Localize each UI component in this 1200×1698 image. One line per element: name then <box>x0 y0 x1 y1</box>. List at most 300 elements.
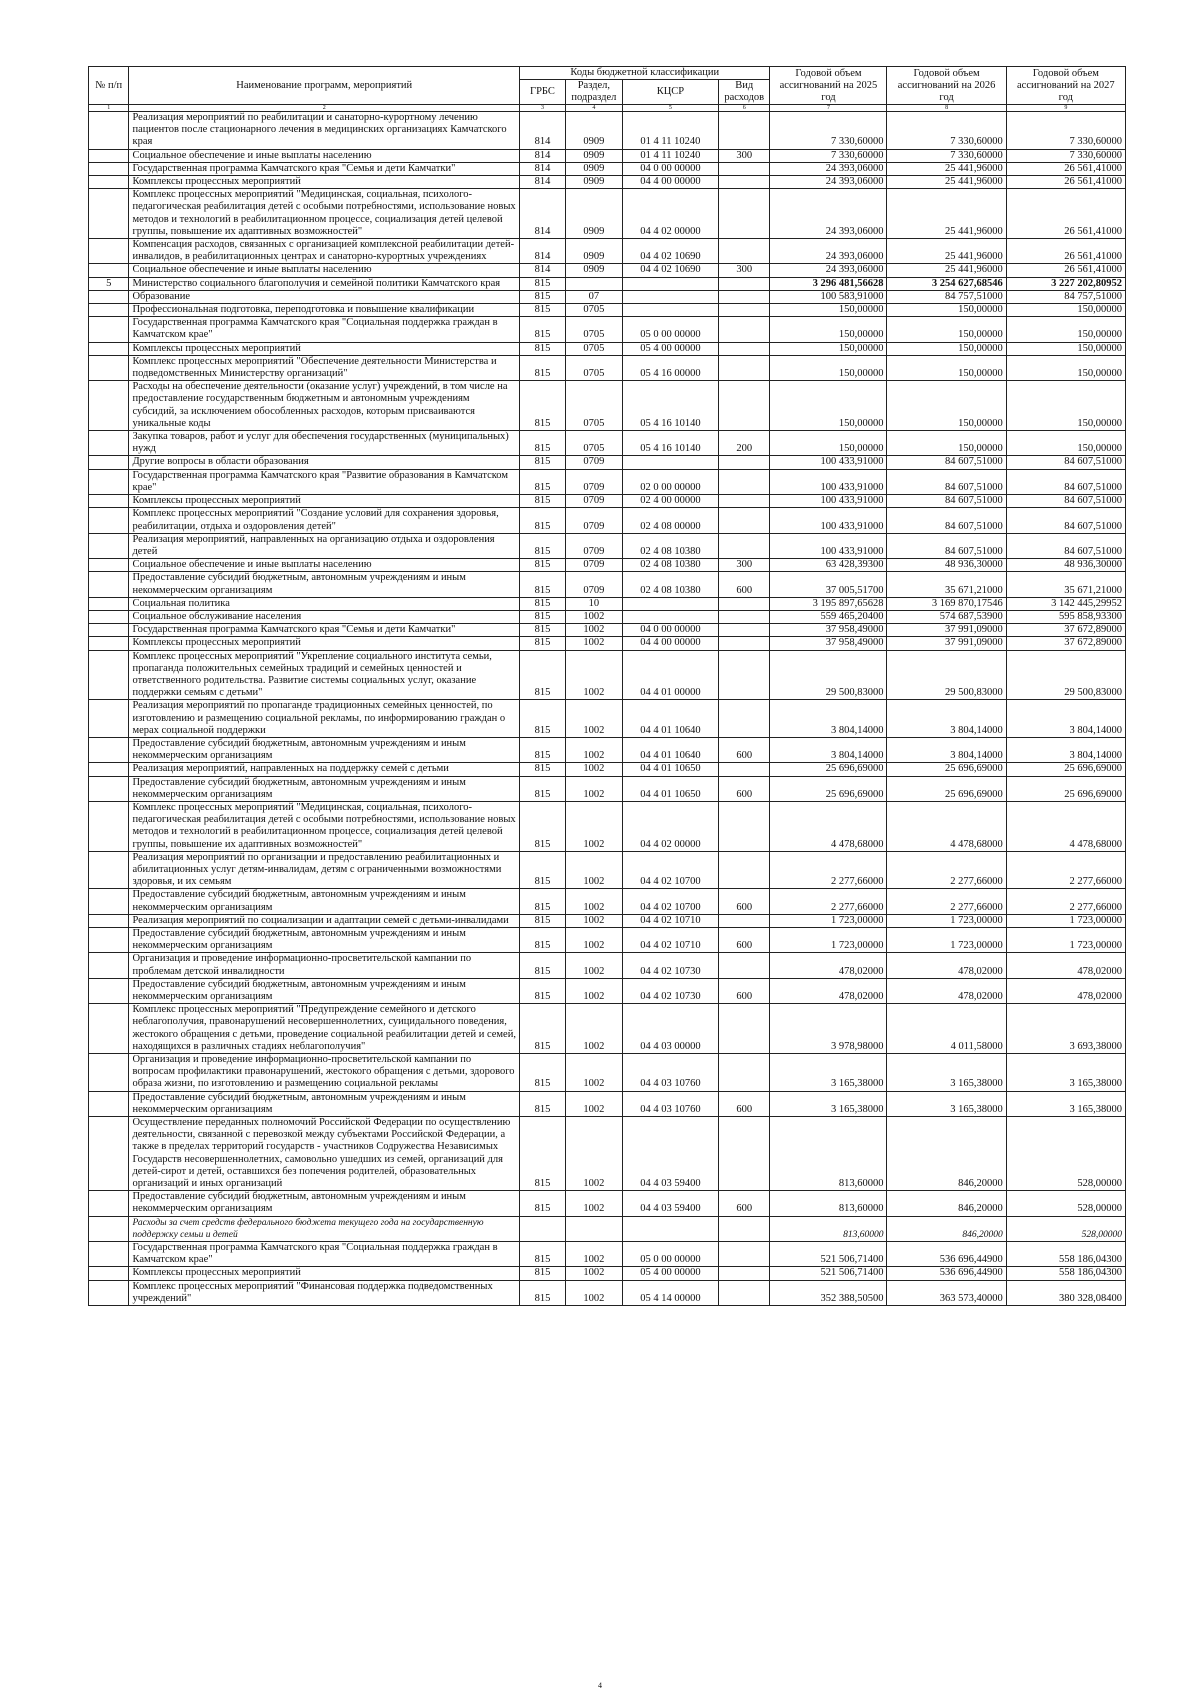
section-cell: 0709 <box>565 469 622 494</box>
header-name: Наименование программ, мероприятий <box>129 67 520 105</box>
program-name-cell: Организация и проведение информационно-просветительской кампании по проблемам детской инвалидности <box>129 953 520 978</box>
row-number-cell <box>89 801 129 851</box>
kcsr-cell: 04 4 01 10650 <box>622 776 718 801</box>
program-name-cell: Государственная программа Камчатского края "Социальная поддержка граждан в Камчатском крае" <box>129 317 520 342</box>
table-row <box>89 700 1126 738</box>
program-name-cell: Государственная программа Камчатского края "Семья и дети Камчатки" <box>129 624 520 637</box>
expense-type-cell <box>719 851 770 889</box>
grbs-cell: 815 <box>519 851 565 889</box>
row-number-cell <box>89 239 129 264</box>
row-number-cell <box>89 737 129 762</box>
column-number: 3 <box>519 105 565 112</box>
grbs-cell: 815 <box>519 700 565 738</box>
column-number: 6 <box>719 105 770 112</box>
volume-2025-cell: 1 723,00000 <box>770 914 887 927</box>
volume-2026-cell: 37 991,09000 <box>887 637 1006 650</box>
program-name-cell: Комплексы процессных мероприятий <box>129 342 520 355</box>
section-cell: 0709 <box>565 456 622 469</box>
program-name-cell: Комплекс процессных мероприятий "Медицинская, социальная, психолого-педагогическая реабилитация детей с особыми потребностями, использование новых методов и технологий в реабилитационном процессе, социализация детей целевой группы, повышение их адаптивных возможностей" <box>129 801 520 851</box>
volume-2026-cell: 1 723,00000 <box>887 928 1006 953</box>
section-cell: 0705 <box>565 304 622 317</box>
volume-2026-cell: 35 671,21000 <box>887 572 1006 597</box>
volume-2026-cell: 25 441,96000 <box>887 176 1006 189</box>
program-name-cell: Социальная политика <box>129 597 520 610</box>
row-number-cell <box>89 290 129 303</box>
row-number-cell <box>89 700 129 738</box>
volume-2026-cell: 25 696,69000 <box>887 763 1006 776</box>
column-number: 5 <box>622 105 718 112</box>
volume-2025-cell: 4 478,68000 <box>770 801 887 851</box>
kcsr-cell: 04 4 01 00000 <box>622 650 718 700</box>
table-row <box>89 1242 1126 1267</box>
row-number-cell <box>89 456 129 469</box>
volume-2027-cell: 2 277,66000 <box>1006 889 1125 914</box>
volume-2026-cell: 25 441,96000 <box>887 189 1006 239</box>
grbs-cell: 815 <box>519 889 565 914</box>
expense-type-cell <box>719 381 770 431</box>
volume-2027-cell: 84 607,51000 <box>1006 508 1125 533</box>
expense-type-cell <box>719 189 770 239</box>
expense-type-cell <box>719 304 770 317</box>
expense-type-cell: 300 <box>719 149 770 162</box>
volume-2026-cell: 84 607,51000 <box>887 456 1006 469</box>
program-name-cell: Социальное обслуживание населения <box>129 610 520 623</box>
row-number-cell <box>89 889 129 914</box>
table-row <box>89 381 1126 431</box>
grbs-cell: 815 <box>519 277 565 290</box>
volume-2026-cell: 846,20000 <box>887 1191 1006 1216</box>
table-row <box>89 239 1126 264</box>
row-number-cell <box>89 1216 129 1241</box>
table-row <box>89 1191 1126 1216</box>
expense-type-cell: 600 <box>719 572 770 597</box>
row-number-cell <box>89 1242 129 1267</box>
volume-2026-cell: 25 441,96000 <box>887 162 1006 175</box>
volume-2025-cell: 37 958,49000 <box>770 637 887 650</box>
column-number: 8 <box>887 105 1006 112</box>
grbs-cell: 815 <box>519 1191 565 1216</box>
header-volume-2027: Годовой объем ассигнований на 2027 год <box>1006 67 1125 105</box>
grbs-cell: 815 <box>519 624 565 637</box>
row-number-cell <box>89 162 129 175</box>
grbs-cell: 815 <box>519 342 565 355</box>
expense-type-cell <box>719 469 770 494</box>
volume-2025-cell: 25 696,69000 <box>770 763 887 776</box>
expense-type-cell <box>719 355 770 380</box>
program-name-cell: Комплекс процессных мероприятий "Медицинская, социальная, психолого-педагогическая реабилитация детей с особыми потребностями, использование новых методов и технологий в реабилитационном процессе, социализация детей целевой группы, повышение их адаптивных возможностей" <box>129 189 520 239</box>
volume-2025-cell: 2 277,66000 <box>770 889 887 914</box>
expense-type-cell <box>719 1267 770 1280</box>
column-number: 9 <box>1006 105 1125 112</box>
volume-2026-cell: 846,20000 <box>887 1117 1006 1191</box>
volume-2027-cell: 3 693,38000 <box>1006 1004 1125 1054</box>
table-row <box>89 953 1126 978</box>
kcsr-cell: 04 4 03 10760 <box>622 1054 718 1092</box>
kcsr-cell: 04 4 02 10690 <box>622 239 718 264</box>
volume-2026-cell: 150,00000 <box>887 342 1006 355</box>
section-cell: 0709 <box>565 572 622 597</box>
kcsr-cell: 01 4 11 10240 <box>622 112 718 150</box>
volume-2026-cell: 574 687,53900 <box>887 610 1006 623</box>
volume-2025-cell: 37 005,51700 <box>770 572 887 597</box>
section-cell: 1002 <box>565 978 622 1003</box>
section-cell: 1002 <box>565 1280 622 1305</box>
kcsr-cell: 04 0 00 00000 <box>622 162 718 175</box>
table-row <box>89 650 1126 700</box>
volume-2027-cell: 150,00000 <box>1006 431 1125 456</box>
grbs-cell: 815 <box>519 304 565 317</box>
row-number-cell <box>89 928 129 953</box>
grbs-cell: 815 <box>519 381 565 431</box>
kcsr-cell: 04 4 03 59400 <box>622 1191 718 1216</box>
grbs-cell: 815 <box>519 637 565 650</box>
kcsr-cell: 04 4 02 10700 <box>622 889 718 914</box>
expense-type-cell <box>719 342 770 355</box>
table-row <box>89 737 1126 762</box>
program-name-cell: Комплекс процессных мероприятий "Создание условий для сохранения здоровья, реабилитации, отдыха и оздоровления детей" <box>129 508 520 533</box>
kcsr-cell: 04 4 02 10690 <box>622 264 718 277</box>
volume-2027-cell: 84 607,51000 <box>1006 469 1125 494</box>
volume-2025-cell: 29 500,83000 <box>770 650 887 700</box>
section-cell: 0709 <box>565 508 622 533</box>
kcsr-cell: 01 4 11 10240 <box>622 149 718 162</box>
section-cell: 0705 <box>565 381 622 431</box>
kcsr-cell: 05 4 14 00000 <box>622 1280 718 1305</box>
kcsr-cell: 04 4 00 00000 <box>622 176 718 189</box>
volume-2027-cell: 7 330,60000 <box>1006 149 1125 162</box>
volume-2025-cell: 3 804,14000 <box>770 700 887 738</box>
volume-2027-cell: 1 723,00000 <box>1006 914 1125 927</box>
budget-table-sheet <box>88 66 1126 1306</box>
volume-2026-cell: 3 254 627,68546 <box>887 277 1006 290</box>
volume-2027-cell: 37 672,89000 <box>1006 637 1125 650</box>
expense-type-cell <box>719 290 770 303</box>
volume-2025-cell: 100 433,91000 <box>770 533 887 558</box>
volume-2027-cell: 478,02000 <box>1006 953 1125 978</box>
table-row <box>89 304 1126 317</box>
grbs-cell: 815 <box>519 572 565 597</box>
grbs-cell: 815 <box>519 456 565 469</box>
volume-2027-cell: 3 804,14000 <box>1006 737 1125 762</box>
volume-2027-cell: 26 561,41000 <box>1006 176 1125 189</box>
program-name-cell: Социальное обеспечение и иные выплаты населению <box>129 559 520 572</box>
table-row <box>89 597 1126 610</box>
volume-2027-cell: 26 561,41000 <box>1006 189 1125 239</box>
row-number-cell <box>89 624 129 637</box>
kcsr-cell: 05 4 16 00000 <box>622 355 718 380</box>
volume-2025-cell: 3 165,38000 <box>770 1091 887 1116</box>
expense-type-cell <box>719 277 770 290</box>
grbs-cell: 815 <box>519 650 565 700</box>
volume-2027-cell: 528,00000 <box>1006 1191 1125 1216</box>
volume-2026-cell: 3 804,14000 <box>887 737 1006 762</box>
volume-2026-cell: 536 696,44900 <box>887 1267 1006 1280</box>
volume-2025-cell: 521 506,71400 <box>770 1267 887 1280</box>
table-row <box>89 277 1126 290</box>
table-row <box>89 610 1126 623</box>
program-name-cell: Компенсация расходов, связанных с организацией комплексной реабилитации детей-инвалидов, в реабилитационных центрах и санаторно-курортных учреждениях <box>129 239 520 264</box>
volume-2026-cell: 7 330,60000 <box>887 149 1006 162</box>
volume-2026-cell: 4 011,58000 <box>887 1004 1006 1054</box>
volume-2027-cell: 150,00000 <box>1006 304 1125 317</box>
expense-type-cell: 300 <box>719 264 770 277</box>
volume-2026-cell: 84 607,51000 <box>887 495 1006 508</box>
row-number-cell <box>89 1267 129 1280</box>
volume-2025-cell: 100 433,91000 <box>770 508 887 533</box>
kcsr-cell: 05 4 16 10140 <box>622 431 718 456</box>
kcsr-cell <box>622 277 718 290</box>
kcsr-cell: 04 4 03 00000 <box>622 1004 718 1054</box>
volume-2027-cell: 3 804,14000 <box>1006 700 1125 738</box>
volume-2026-cell: 3 165,38000 <box>887 1054 1006 1092</box>
grbs-cell: 815 <box>519 469 565 494</box>
volume-2027-cell: 150,00000 <box>1006 355 1125 380</box>
section-cell: 1002 <box>565 610 622 623</box>
volume-2026-cell: 150,00000 <box>887 304 1006 317</box>
volume-2026-cell: 37 991,09000 <box>887 624 1006 637</box>
volume-2025-cell: 100 433,91000 <box>770 495 887 508</box>
expense-type-cell <box>719 610 770 623</box>
column-number: 2 <box>129 105 520 112</box>
row-number-cell <box>89 176 129 189</box>
grbs-cell: 815 <box>519 290 565 303</box>
row-number-cell <box>89 1191 129 1216</box>
table-row <box>89 112 1126 150</box>
volume-2025-cell: 63 428,39300 <box>770 559 887 572</box>
volume-2026-cell: 1 723,00000 <box>887 914 1006 927</box>
program-name-cell: Социальное обеспечение и иные выплаты населению <box>129 149 520 162</box>
section-cell: 1002 <box>565 637 622 650</box>
grbs-cell: 815 <box>519 317 565 342</box>
program-name-cell: Государственная программа Камчатского края "Социальная поддержка граждан в Камчатском крае" <box>129 1242 520 1267</box>
kcsr-cell: 02 4 08 00000 <box>622 508 718 533</box>
kcsr-cell: 04 0 00 00000 <box>622 624 718 637</box>
volume-2025-cell: 150,00000 <box>770 381 887 431</box>
table-row <box>89 1054 1126 1092</box>
volume-2027-cell: 48 936,30000 <box>1006 559 1125 572</box>
header-vid: Вид расходов <box>719 80 770 105</box>
volume-2025-cell: 7 330,60000 <box>770 112 887 150</box>
grbs-cell: 814 <box>519 112 565 150</box>
row-number-cell <box>89 304 129 317</box>
kcsr-cell <box>622 1216 718 1241</box>
volume-2026-cell: 150,00000 <box>887 431 1006 456</box>
volume-2025-cell: 3 804,14000 <box>770 737 887 762</box>
volume-2027-cell: 558 186,04300 <box>1006 1267 1125 1280</box>
section-cell: 1002 <box>565 737 622 762</box>
table-row <box>89 355 1126 380</box>
expense-type-cell <box>719 112 770 150</box>
row-number-cell <box>89 112 129 150</box>
kcsr-cell: 05 0 00 00000 <box>622 317 718 342</box>
kcsr-cell: 04 4 01 10640 <box>622 737 718 762</box>
volume-2025-cell: 478,02000 <box>770 978 887 1003</box>
kcsr-cell: 04 4 02 10710 <box>622 928 718 953</box>
program-name-cell: Образование <box>129 290 520 303</box>
volume-2027-cell: 595 858,93300 <box>1006 610 1125 623</box>
expense-type-cell: 600 <box>719 776 770 801</box>
volume-2025-cell: 24 393,06000 <box>770 162 887 175</box>
expense-type-cell <box>719 650 770 700</box>
volume-2027-cell: 3 227 202,80952 <box>1006 277 1125 290</box>
table-row <box>89 162 1126 175</box>
header-codes: Коды бюджетной классификации <box>519 67 769 80</box>
volume-2026-cell: 2 277,66000 <box>887 851 1006 889</box>
table-row <box>89 469 1126 494</box>
grbs-cell: 814 <box>519 162 565 175</box>
row-number-cell <box>89 149 129 162</box>
volume-2025-cell: 150,00000 <box>770 317 887 342</box>
volume-2027-cell: 2 277,66000 <box>1006 851 1125 889</box>
expense-type-cell <box>719 953 770 978</box>
section-cell: 0709 <box>565 533 622 558</box>
volume-2026-cell: 478,02000 <box>887 953 1006 978</box>
program-name-cell: Реализация мероприятий, направленных на поддержку семей с детьми <box>129 763 520 776</box>
row-number-cell <box>89 597 129 610</box>
header-grbs: ГРБС <box>519 80 565 105</box>
kcsr-cell <box>622 290 718 303</box>
grbs-cell: 815 <box>519 597 565 610</box>
column-number: 4 <box>565 105 622 112</box>
row-number-cell <box>89 533 129 558</box>
kcsr-cell: 04 4 02 10710 <box>622 914 718 927</box>
kcsr-cell: 04 4 02 10700 <box>622 851 718 889</box>
program-name-cell: Реализация мероприятий, направленных на организацию отдыха и оздоровления детей <box>129 533 520 558</box>
volume-2025-cell: 1 723,00000 <box>770 928 887 953</box>
row-number-cell <box>89 1004 129 1054</box>
row-number-cell <box>89 1280 129 1305</box>
section-cell: 0705 <box>565 317 622 342</box>
volume-2027-cell: 478,02000 <box>1006 978 1125 1003</box>
row-number-cell <box>89 264 129 277</box>
kcsr-cell: 04 4 01 10650 <box>622 763 718 776</box>
row-number-cell <box>89 776 129 801</box>
table-row <box>89 264 1126 277</box>
volume-2026-cell: 7 330,60000 <box>887 112 1006 150</box>
expense-type-cell: 600 <box>719 737 770 762</box>
table-row <box>89 572 1126 597</box>
grbs-cell: 815 <box>519 737 565 762</box>
volume-2027-cell: 37 672,89000 <box>1006 624 1125 637</box>
expense-type-cell <box>719 508 770 533</box>
grbs-cell: 815 <box>519 763 565 776</box>
section-cell: 1002 <box>565 650 622 700</box>
volume-2025-cell: 2 277,66000 <box>770 851 887 889</box>
expense-type-cell: 600 <box>719 1091 770 1116</box>
program-name-cell: Комплексы процессных мероприятий <box>129 495 520 508</box>
section-cell: 0709 <box>565 559 622 572</box>
volume-2027-cell: 7 330,60000 <box>1006 112 1125 150</box>
expense-type-cell <box>719 495 770 508</box>
program-name-cell: Предоставление субсидий бюджетным, автономным учреждениям и иным некоммерческим организациям <box>129 978 520 1003</box>
section-cell <box>565 1216 622 1241</box>
volume-2026-cell: 3 804,14000 <box>887 700 1006 738</box>
kcsr-cell: 02 4 08 10380 <box>622 572 718 597</box>
kcsr-cell <box>622 456 718 469</box>
grbs-cell: 814 <box>519 149 565 162</box>
volume-2025-cell: 813,60000 <box>770 1191 887 1216</box>
section-cell: 1002 <box>565 1242 622 1267</box>
volume-2025-cell: 24 393,06000 <box>770 176 887 189</box>
program-name-cell: Предоставление субсидий бюджетным, автономным учреждениям и иным некоммерческим организациям <box>129 1091 520 1116</box>
row-number-cell <box>89 469 129 494</box>
volume-2026-cell: 84 607,51000 <box>887 508 1006 533</box>
table-row <box>89 978 1126 1003</box>
section-cell: 0909 <box>565 264 622 277</box>
row-number-cell <box>89 763 129 776</box>
section-cell: 10 <box>565 597 622 610</box>
kcsr-cell: 04 4 02 10730 <box>622 978 718 1003</box>
section-cell: 0909 <box>565 112 622 150</box>
section-cell: 1002 <box>565 1117 622 1191</box>
grbs-cell: 815 <box>519 928 565 953</box>
expense-type-cell <box>719 1280 770 1305</box>
section-cell: 1002 <box>565 624 622 637</box>
program-name-cell: Осуществление переданных полномочий Российской Федерации по осуществлению деятельности, связанной с перевозкой между субъектами Российской Федерации, а также в пределах территорий государств - участников Содружества Независимых Государств несовершеннолетних, самовольно ушедших из семей, организаций для детей-сирот и детей, оставшихся без попечения родителей, образовательных организаций и иных организаций <box>129 1117 520 1191</box>
kcsr-cell: 04 4 02 00000 <box>622 801 718 851</box>
kcsr-cell: 02 4 08 10380 <box>622 559 718 572</box>
table-body <box>89 112 1126 1306</box>
kcsr-cell: 05 4 16 10140 <box>622 381 718 431</box>
table-row <box>89 763 1126 776</box>
expense-type-cell <box>719 1054 770 1092</box>
kcsr-cell: 05 0 00 00000 <box>622 1242 718 1267</box>
volume-2027-cell: 3 165,38000 <box>1006 1054 1125 1092</box>
volume-2026-cell: 150,00000 <box>887 381 1006 431</box>
grbs-cell: 815 <box>519 559 565 572</box>
program-name-cell: Комплексы процессных мероприятий <box>129 637 520 650</box>
header-kcsr: КЦСР <box>622 80 718 105</box>
section-cell: 1002 <box>565 889 622 914</box>
volume-2025-cell: 7 330,60000 <box>770 149 887 162</box>
program-name-cell: Государственная программа Камчатского края "Семья и дети Камчатки" <box>129 162 520 175</box>
program-name-cell: Реализация мероприятий по организации и предоставлению реабилитационных и абилитационных услуг детям-инвалидам, детям с ограниченными возможностями здоровья, и их семьям <box>129 851 520 889</box>
kcsr-cell: 05 4 00 00000 <box>622 1267 718 1280</box>
volume-2025-cell: 478,02000 <box>770 953 887 978</box>
table-row <box>89 914 1126 927</box>
grbs-cell: 814 <box>519 264 565 277</box>
table-row <box>89 317 1126 342</box>
expense-type-cell <box>719 1216 770 1241</box>
row-number-cell <box>89 650 129 700</box>
row-number-cell <box>89 559 129 572</box>
volume-2025-cell: 24 393,06000 <box>770 189 887 239</box>
grbs-cell: 815 <box>519 431 565 456</box>
expense-type-cell: 600 <box>719 928 770 953</box>
row-number-cell <box>89 1091 129 1116</box>
grbs-cell: 815 <box>519 1054 565 1092</box>
row-number-cell <box>89 1117 129 1191</box>
volume-2026-cell: 3 165,38000 <box>887 1091 1006 1116</box>
table-row <box>89 508 1126 533</box>
expense-type-cell: 600 <box>719 889 770 914</box>
volume-2025-cell: 150,00000 <box>770 342 887 355</box>
expense-type-cell <box>719 1242 770 1267</box>
grbs-cell: 815 <box>519 776 565 801</box>
volume-2025-cell: 3 195 897,65628 <box>770 597 887 610</box>
volume-2027-cell: 84 757,51000 <box>1006 290 1125 303</box>
kcsr-cell: 02 0 00 00000 <box>622 469 718 494</box>
program-name-cell: Министерство социального благополучия и семейной политики Камчатского края <box>129 277 520 290</box>
volume-2025-cell: 100 583,91000 <box>770 290 887 303</box>
grbs-cell: 815 <box>519 1091 565 1116</box>
volume-2027-cell: 4 478,68000 <box>1006 801 1125 851</box>
budget-table <box>88 66 1126 1306</box>
grbs-cell: 815 <box>519 914 565 927</box>
expense-type-cell <box>719 1117 770 1191</box>
volume-2027-cell: 84 607,51000 <box>1006 456 1125 469</box>
volume-2026-cell: 150,00000 <box>887 355 1006 380</box>
